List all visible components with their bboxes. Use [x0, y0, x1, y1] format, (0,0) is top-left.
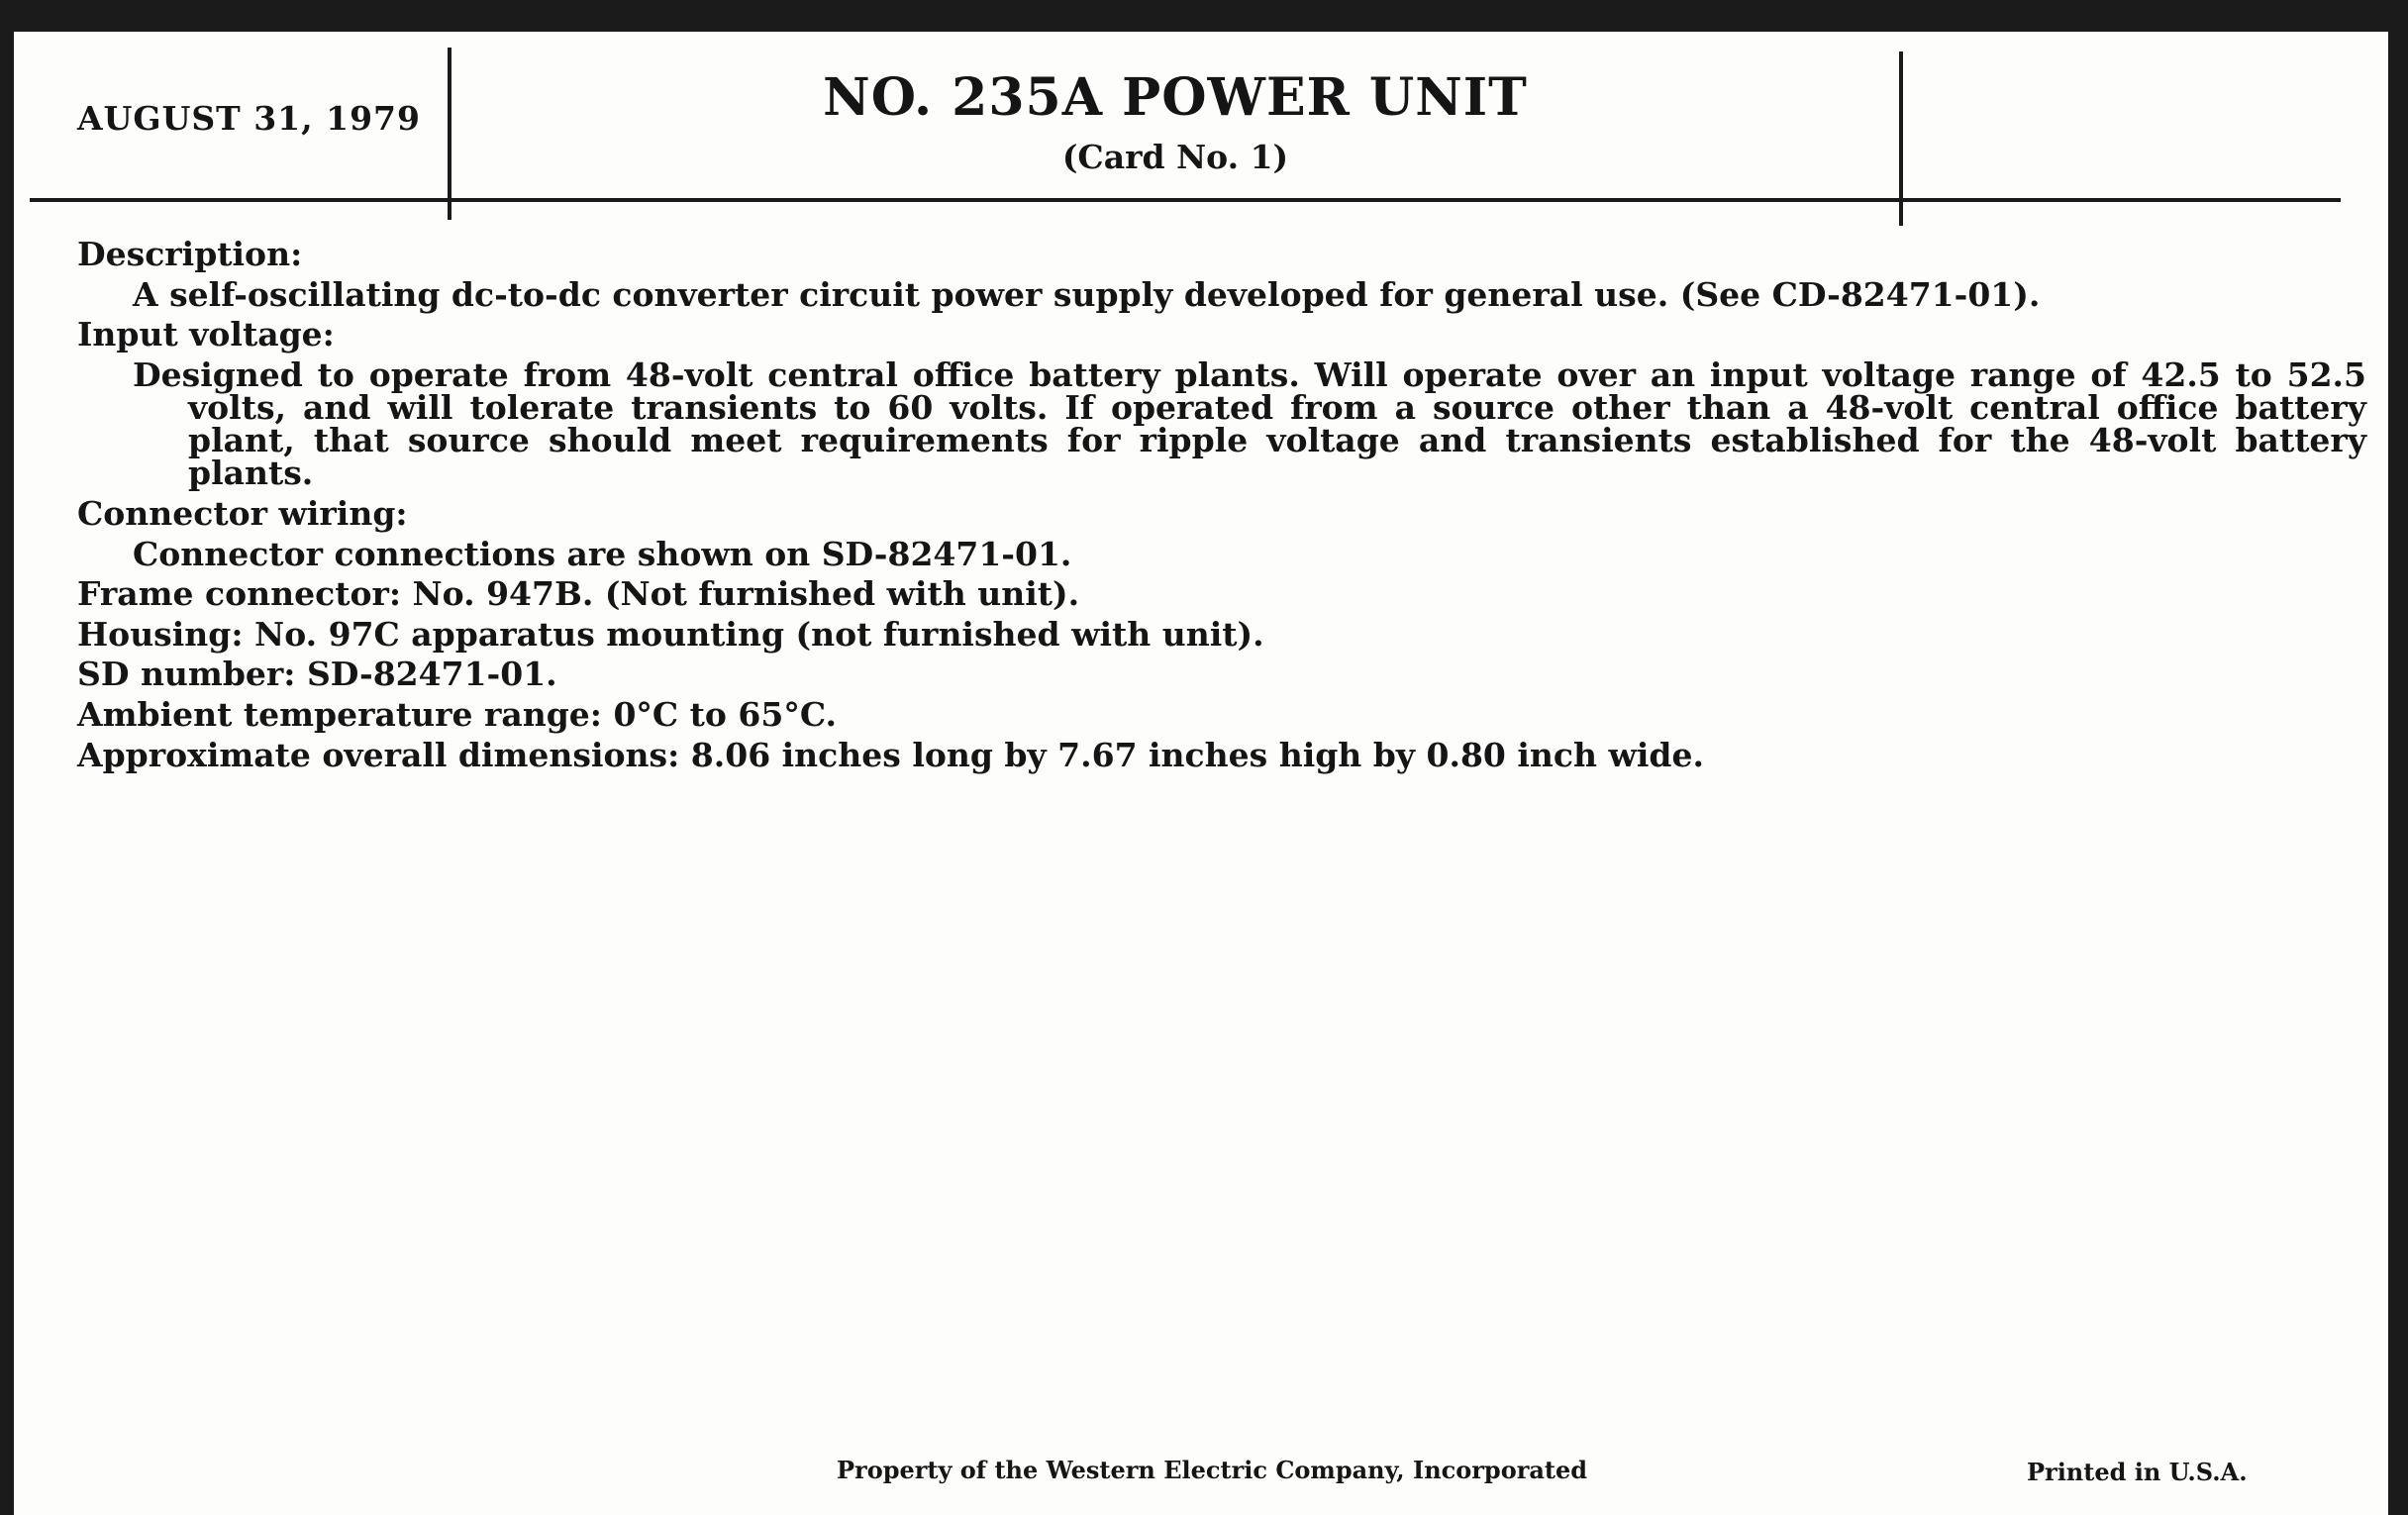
connector-wiring-label: Connector wiring:	[77, 493, 408, 533]
description-text: A self-oscillating dc-to-dc converter circuit power supply developed for general use. (See CD-82471-01).	[133, 274, 2041, 314]
card-number: (Card No. 1)	[1061, 138, 1289, 176]
scan-border-right	[2388, 0, 2408, 1515]
footer-printed: Printed in U.S.A.	[2027, 1458, 2248, 1486]
scan-border-top	[0, 0, 2408, 32]
ambient-temperature: Ambient temperature range: 0°C to 65°C.	[77, 695, 838, 735]
description-label: Description:	[77, 235, 303, 273]
footer-property: Property of the Western Electric Company, Incorporated	[837, 1456, 1588, 1484]
housing: Housing: No. 97C apparatus mounting (not furnished with unit).	[77, 614, 1264, 654]
document-body	[77, 235, 2366, 778]
input-voltage-text: Designed to operate from 48-volt central office battery plants. Will operate over an input voltage range of 42.5 to 52.5 volts, and will tolerate transients to 60 volts. If operated from a source other than a 48-volt central office battery plant, that source should meet requirements for ripple voltage and transients established for the 48-volt battery plants.	[133, 354, 2366, 492]
sd-number: SD number: SD-82471-01.	[77, 655, 557, 694]
frame-connector: Frame connector: No. 947B. (Not furnished with unit).	[77, 574, 1080, 614]
header-rule	[30, 198, 2341, 202]
header-title-block	[452, 67, 1899, 176]
page-title: NO. 235A POWER UNIT	[823, 67, 1528, 128]
overall-dimensions: Approximate overall dimensions: 8.06 inches long by 7.67 inches high by 0.80 inch wide.	[77, 735, 1704, 774]
input-voltage-label: Input voltage:	[77, 315, 335, 354]
header-date: AUGUST 31, 1979	[77, 99, 421, 138]
scan-border-left	[0, 0, 14, 1515]
connector-wiring-text: Connector connections are shown on SD-82471-01.	[133, 534, 1072, 573]
